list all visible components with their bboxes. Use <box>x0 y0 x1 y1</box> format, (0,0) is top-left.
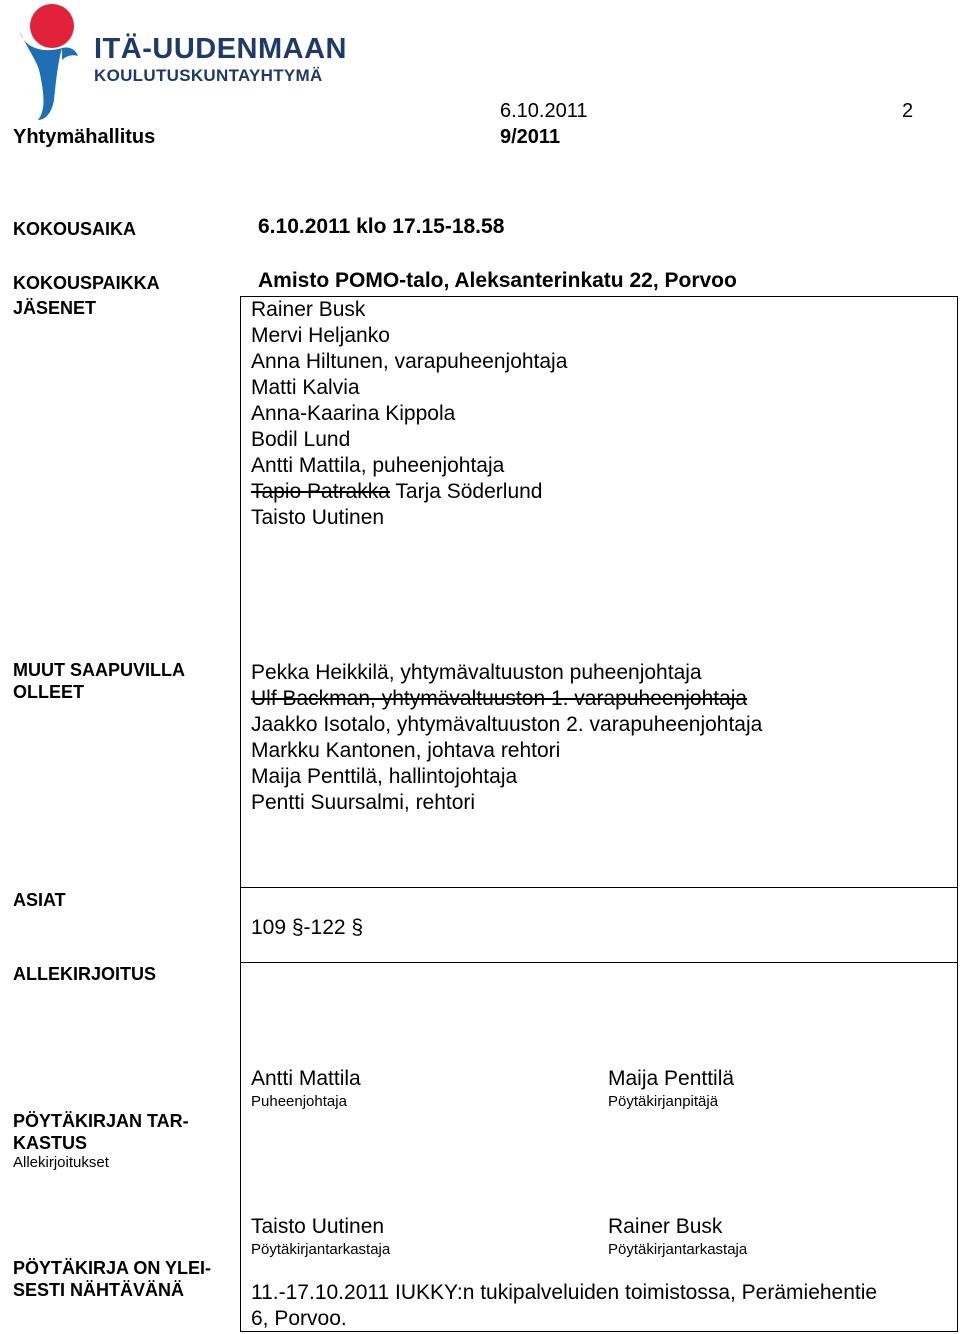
page-number: 2 <box>902 100 914 122</box>
signature-label: ALLEKIRJOITUS <box>13 964 157 984</box>
member-item: Antti Mattila, puheenjohtaja <box>251 454 505 477</box>
others-label-line: MUUT SAAPUVILLA <box>13 660 185 680</box>
attendee-item: Jaakko Isotalo, yhtymävaltuuston 2. varapuheenjohtaja <box>251 713 763 736</box>
struck-attendee: Ulf Backman, yhtymävaltuuston 1. varapuheenjohtaja <box>251 687 748 710</box>
public-value-line: 6, Porvoo. <box>251 1307 347 1330</box>
meeting-time-label: KOKOUSAIKA <box>13 219 137 239</box>
table-border <box>240 887 958 888</box>
meeting-time-value: 6.10.2011 klo 17.15-18.58 <box>258 215 505 238</box>
signer2-role: Pöytäkirjanpitäjä <box>608 1093 719 1110</box>
table-border <box>957 296 958 1332</box>
public-value-line: 11.-17.10.2011 IUKKY:n tukipalveluiden toimistossa, Perämiehentie <box>251 1281 878 1304</box>
public-label-line: SESTI NÄHTÄVÄNÄ <box>13 1280 185 1300</box>
members-list <box>251 297 567 531</box>
organization-name: ITÄ-UUDENMAAN <box>94 33 347 65</box>
meeting-place-label: KOKOUSPAIKKA <box>13 273 160 293</box>
member-item: Rainer Busk <box>251 298 366 321</box>
members-label: JÄSENET <box>13 298 97 318</box>
review-label-line: KASTUS <box>13 1133 88 1153</box>
others-label-line: OLLEET <box>13 682 84 702</box>
public-label <box>13 1257 211 1301</box>
substitute-member: Tarja Söderlund <box>395 480 543 503</box>
checker2-name: Rainer Busk <box>608 1215 723 1238</box>
member-item: Anna Hiltunen, varapuheenjohtaja <box>251 350 568 373</box>
others-list <box>251 660 762 816</box>
checker2-role: Pöytäkirjantarkastaja <box>608 1241 748 1258</box>
meeting-number: 9/2011 <box>500 126 561 148</box>
member-item: Anna-Kaarina Kippola <box>251 402 456 425</box>
member-item: Matti Kalvia <box>251 376 360 399</box>
others-label <box>13 659 185 703</box>
table-border <box>240 962 958 963</box>
attendee-item: Pentti Suursalmi, rehtori <box>251 791 476 814</box>
review-sublabel: Allekirjoitukset <box>13 1154 109 1171</box>
public-label-line: PÖYTÄKIRJA ON YLEI- <box>13 1258 212 1278</box>
attendee-item: Maija Penttilä, hallintojohtaja <box>251 765 518 788</box>
public-value <box>251 1280 877 1332</box>
matters-value: 109 §-122 § <box>251 916 364 939</box>
member-item: Taisto Uutinen <box>251 506 385 529</box>
member-item: Bodil Lund <box>251 428 351 451</box>
header-date: 6.10.2011 <box>500 100 588 122</box>
attendee-item: Pekka Heikkilä, yhtymävaltuuston puheenjohtaja <box>251 661 702 684</box>
review-label-line: PÖYTÄKIRJAN TAR- <box>13 1111 189 1131</box>
table-border <box>240 1331 958 1332</box>
checker1-name: Taisto Uutinen <box>251 1215 385 1238</box>
struck-member: Tapio Patrakka <box>251 480 390 503</box>
body-name: Yhtymähallitus <box>13 126 156 148</box>
attendee-item: Markku Kantonen, johtava rehtori <box>251 739 561 762</box>
matters-label: ASIAT <box>13 890 66 910</box>
member-item: Mervi Heljanko <box>251 324 390 347</box>
organization-subtitle: KOULUTUSKUNTAYHTYMÄ <box>94 66 323 85</box>
checker1-role: Pöytäkirjantarkastaja <box>251 1241 391 1258</box>
table-border <box>240 296 958 297</box>
signer1-role: Puheenjohtaja <box>251 1093 347 1110</box>
signer2-name: Maija Penttilä <box>608 1067 735 1090</box>
meeting-place-value: Amisto POMO-talo, Aleksanterinkatu 22, Porvoo <box>258 269 737 292</box>
signer1-name: Antti Mattila <box>251 1067 361 1090</box>
table-border <box>240 296 241 1332</box>
review-label <box>13 1110 189 1154</box>
member-substitution-row <box>251 479 567 505</box>
